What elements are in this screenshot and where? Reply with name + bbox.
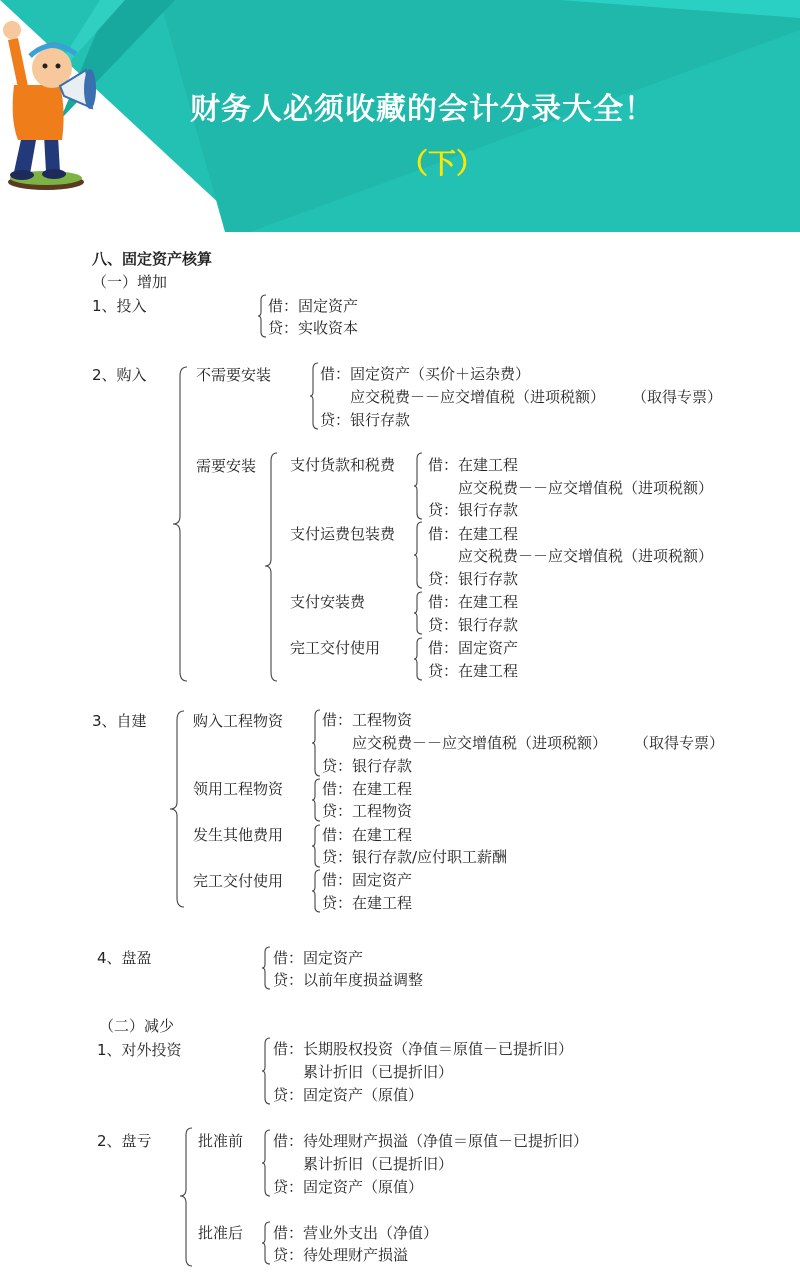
brace-icon bbox=[312, 709, 322, 777]
brace-icon bbox=[310, 362, 320, 430]
brace-icon bbox=[414, 637, 424, 681]
tax-line: 应交税费－－应交增值税（进项税额） bbox=[458, 547, 714, 565]
credit-line: 贷：银行存款 bbox=[320, 411, 411, 429]
credit-line: 贷：固定资产（原值） bbox=[273, 1178, 424, 1196]
debit-line: 借：在建工程 bbox=[322, 826, 413, 844]
credit-line: 贷：固定资产（原值） bbox=[273, 1086, 424, 1104]
item-label: 支付运费包装费 bbox=[290, 525, 396, 543]
sub-entry-label: 发生其他费用 bbox=[193, 826, 284, 844]
sub-entry-label: 批准前 bbox=[198, 1132, 244, 1150]
brace-icon bbox=[262, 1037, 272, 1105]
credit-line: 贷：以前年度损益调整 bbox=[273, 971, 424, 989]
debit-line: 借：长期股权投资（净值＝原值－已提折旧） bbox=[273, 1040, 574, 1058]
credit-line: 贷：银行存款 bbox=[428, 501, 519, 519]
entry-label: 2、购入 bbox=[92, 366, 147, 384]
sub-entry-label: 需要安装 bbox=[196, 457, 257, 475]
entry-label: 3、自建 bbox=[92, 712, 147, 730]
brace-icon bbox=[262, 1221, 272, 1265]
note-line: （取得专票） bbox=[632, 388, 723, 406]
credit-line: 贷：银行存款 bbox=[322, 757, 413, 775]
brace-icon bbox=[312, 869, 322, 913]
subsection-increase: （一）增加 bbox=[92, 273, 168, 291]
sub-entry-label: 不需要安装 bbox=[196, 366, 272, 384]
brace-icon bbox=[414, 452, 424, 520]
credit-line: 贷：银行存款/应付职工薪酬 bbox=[322, 848, 508, 866]
page-subtitle: （下） bbox=[400, 147, 485, 180]
sub-entry-label: 购入工程物资 bbox=[193, 712, 284, 730]
debit-line: 借：在建工程 bbox=[428, 525, 519, 543]
brace-icon bbox=[170, 710, 186, 908]
debit-line: 借：在建工程 bbox=[322, 780, 413, 798]
debit-line-2: 累计折旧（已提折旧） bbox=[303, 1155, 454, 1173]
credit-line: 贷：在建工程 bbox=[428, 662, 519, 680]
tax-line: 应交税费－－应交增值税（进项税额） bbox=[352, 734, 608, 752]
debit-line: 借：固定资产（买价＋运杂费） bbox=[320, 365, 531, 383]
brace-icon bbox=[265, 452, 279, 682]
debit-line: 借：固定资产 bbox=[273, 949, 364, 967]
brace-icon bbox=[312, 824, 322, 868]
debit-line: 借：固定资产 bbox=[428, 639, 519, 657]
brace-icon bbox=[312, 778, 322, 822]
page-title: 财务人必须收藏的会计分录大全！ bbox=[190, 92, 655, 127]
item-label: 支付货款和税费 bbox=[290, 456, 396, 474]
brace-icon bbox=[173, 366, 189, 682]
item-label: 完工交付使用 bbox=[290, 639, 381, 657]
brace-icon bbox=[262, 1129, 272, 1197]
entry-label: 4、盘盈 bbox=[97, 949, 152, 967]
section-title: 八、固定资产核算 bbox=[92, 250, 213, 268]
debit-line: 借：固定资产 bbox=[322, 871, 413, 889]
sub-entry-label: 完工交付使用 bbox=[193, 872, 284, 890]
debit-line: 借：营业外支出（净值） bbox=[273, 1224, 439, 1242]
credit-line: 贷：工程物资 bbox=[322, 802, 413, 820]
entry-label: 1、投入 bbox=[92, 297, 147, 315]
note-line: （取得专票） bbox=[634, 734, 725, 752]
entry-label: 2、盘亏 bbox=[97, 1132, 152, 1150]
debit-line-2: 累计折旧（已提折旧） bbox=[303, 1063, 454, 1081]
sub-entry-label: 批准后 bbox=[198, 1224, 244, 1242]
debit-line: 借：固定资产 bbox=[268, 297, 359, 315]
brace-icon bbox=[262, 946, 272, 990]
brace-icon bbox=[180, 1127, 194, 1267]
credit-line: 贷：银行存款 bbox=[428, 616, 519, 634]
credit-line: 贷：待处理财产损溢 bbox=[273, 1246, 409, 1264]
brace-icon bbox=[414, 521, 424, 589]
debit-line: 借：工程物资 bbox=[322, 711, 413, 729]
credit-line: 贷：银行存款 bbox=[428, 570, 519, 588]
item-label: 支付安装费 bbox=[290, 593, 366, 611]
tax-line: 应交税费－－应交增值税（进项税额） bbox=[458, 479, 714, 497]
credit-line: 贷：在建工程 bbox=[322, 894, 413, 912]
entry-label: 1、对外投资 bbox=[97, 1041, 182, 1059]
subsection-decrease: （二）减少 bbox=[99, 1017, 175, 1035]
tax-line: 应交税费－－应交增值税（进项税额） bbox=[350, 388, 606, 406]
brace-icon bbox=[258, 294, 268, 338]
brace-icon bbox=[414, 591, 424, 635]
credit-line: 贷：实收资本 bbox=[268, 319, 359, 337]
debit-line: 借：待处理财产损溢（净值＝原值－已提折旧） bbox=[273, 1132, 589, 1150]
debit-line: 借：在建工程 bbox=[428, 456, 519, 474]
sub-entry-label: 领用工程物资 bbox=[193, 780, 284, 798]
debit-line: 借：在建工程 bbox=[428, 593, 519, 611]
